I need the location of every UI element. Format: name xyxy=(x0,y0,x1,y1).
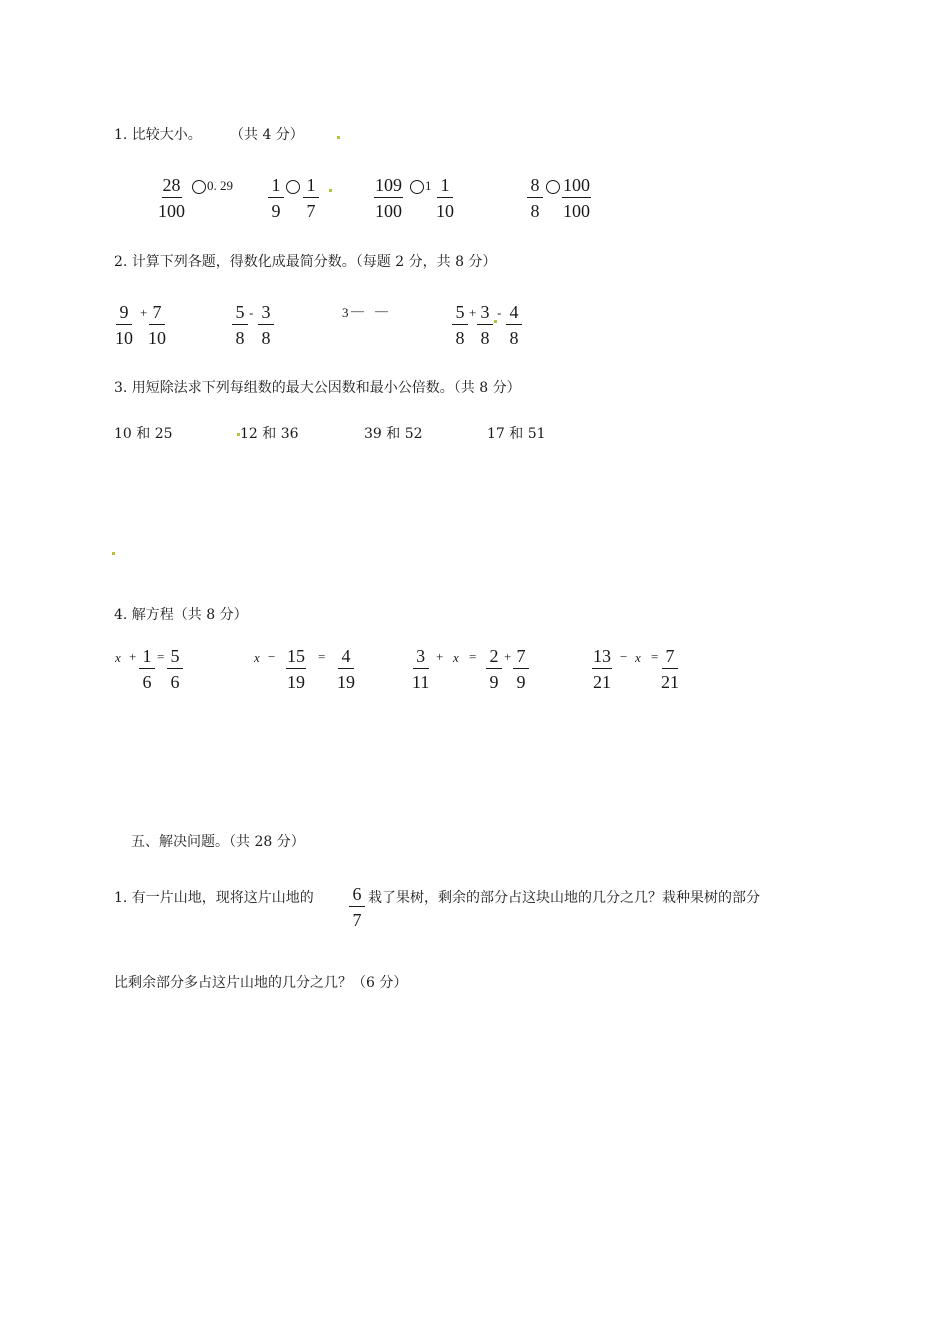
fraction: $\frac{1}{6}$ xyxy=(139,646,155,692)
equals-sign: = xyxy=(651,649,659,664)
problem1-line2: 比剩余部分多占这片山地的几分之几？（6 分） xyxy=(114,975,408,991)
blank-dash: — xyxy=(351,303,364,318)
variable-x: x xyxy=(254,650,260,665)
number-pair: 39 和 52 xyxy=(364,426,423,442)
q1-score: （共 4 分） xyxy=(230,127,304,143)
q2-title: 2. 计算下列各题，得数化成最简分数。（每题 2 分，共 8 分） xyxy=(114,254,497,270)
problem1-text-cont: 栽了果树，剩余的部分占这块山地的几分之几？栽种果树的部分 xyxy=(368,890,760,906)
plus-sign: + xyxy=(436,649,444,664)
fraction: $\frac{4}{19}$ xyxy=(337,646,355,692)
fraction: $\frac{5}{8}$ xyxy=(232,302,248,348)
fraction: $\frac{3}{8}$ xyxy=(258,302,274,348)
plus-sign: + xyxy=(129,649,137,664)
equals-sign: = xyxy=(469,649,477,664)
speck xyxy=(112,552,115,555)
number-pair: 17 和 51 xyxy=(487,426,546,442)
fraction: $\frac{5}{8}$ xyxy=(452,302,468,348)
plus-sign: + xyxy=(504,649,512,664)
equals-sign: = xyxy=(157,649,165,664)
fraction: $\frac{1}{7}$ xyxy=(303,175,319,221)
decimal: 0. 29 xyxy=(207,178,233,193)
plus-sign: + xyxy=(140,305,148,320)
minus-sign: - xyxy=(249,305,254,320)
compare-circle xyxy=(410,180,424,194)
fraction: $\frac{3}{8}$ xyxy=(477,302,493,348)
fraction: $\frac{4}{8}$ xyxy=(506,302,522,348)
plus-sign: + xyxy=(469,305,477,320)
fraction: $\frac{7}{10}$ xyxy=(148,302,166,348)
equals-sign: = xyxy=(318,649,326,664)
fraction: $\frac{7}{9}$ xyxy=(513,646,529,692)
fraction: $\frac{2}{9}$ xyxy=(486,646,502,692)
section5-title: 五、解决问题。（共 28 分） xyxy=(131,834,305,850)
q4-title: 4. 解方程（共 8 分） xyxy=(114,607,248,623)
integer: 3 xyxy=(342,305,349,320)
fraction: $\frac{1}{9}$ xyxy=(268,175,284,221)
variable-x: x xyxy=(635,650,641,665)
q3-title: 3. 用短除法求下列每组数的最大公因数和最小公倍数。（共 8 分） xyxy=(114,380,521,396)
fraction: $\frac{3}{11}$ xyxy=(412,646,430,692)
compare-circle xyxy=(286,180,300,194)
minus-sign: − xyxy=(620,649,628,664)
fraction: $\frac{13}{21}$ xyxy=(593,646,611,692)
fraction: $\frac{6}{7}$ xyxy=(349,884,365,930)
q1-title: 1. 比较大小。 xyxy=(114,127,202,143)
fraction: $\frac{7}{21}$ xyxy=(661,646,679,692)
fraction: $\frac{100}{100}$ xyxy=(563,175,590,221)
fraction: $\frac{109}{100}$ xyxy=(375,175,402,221)
fraction: $\frac{9}{10}$ xyxy=(115,302,133,348)
problem1-text: 1. 有一片山地，现将这片山地的 xyxy=(114,890,314,906)
fraction: $\frac{28}{100}$ xyxy=(158,175,185,221)
blank-dash: — xyxy=(375,303,388,318)
fraction: $\frac{15}{19}$ xyxy=(287,646,305,692)
speck xyxy=(494,320,497,323)
minus-sign: - xyxy=(497,305,502,320)
fraction: $\frac{1}{10}$ xyxy=(436,175,454,221)
compare-circle xyxy=(546,180,560,194)
fraction: $\frac{8}{8}$ xyxy=(527,175,543,221)
compare-circle xyxy=(192,180,206,194)
variable-x: x xyxy=(453,650,459,665)
number-pair: 12 和 36 xyxy=(240,426,299,442)
speck xyxy=(329,189,332,192)
fraction: $\frac{5}{6}$ xyxy=(167,646,183,692)
variable-x: x xyxy=(115,650,121,665)
integer-part: 1 xyxy=(425,178,432,193)
speck xyxy=(337,136,340,139)
minus-sign: − xyxy=(268,649,276,664)
number-pair: 10 和 25 xyxy=(114,426,173,442)
